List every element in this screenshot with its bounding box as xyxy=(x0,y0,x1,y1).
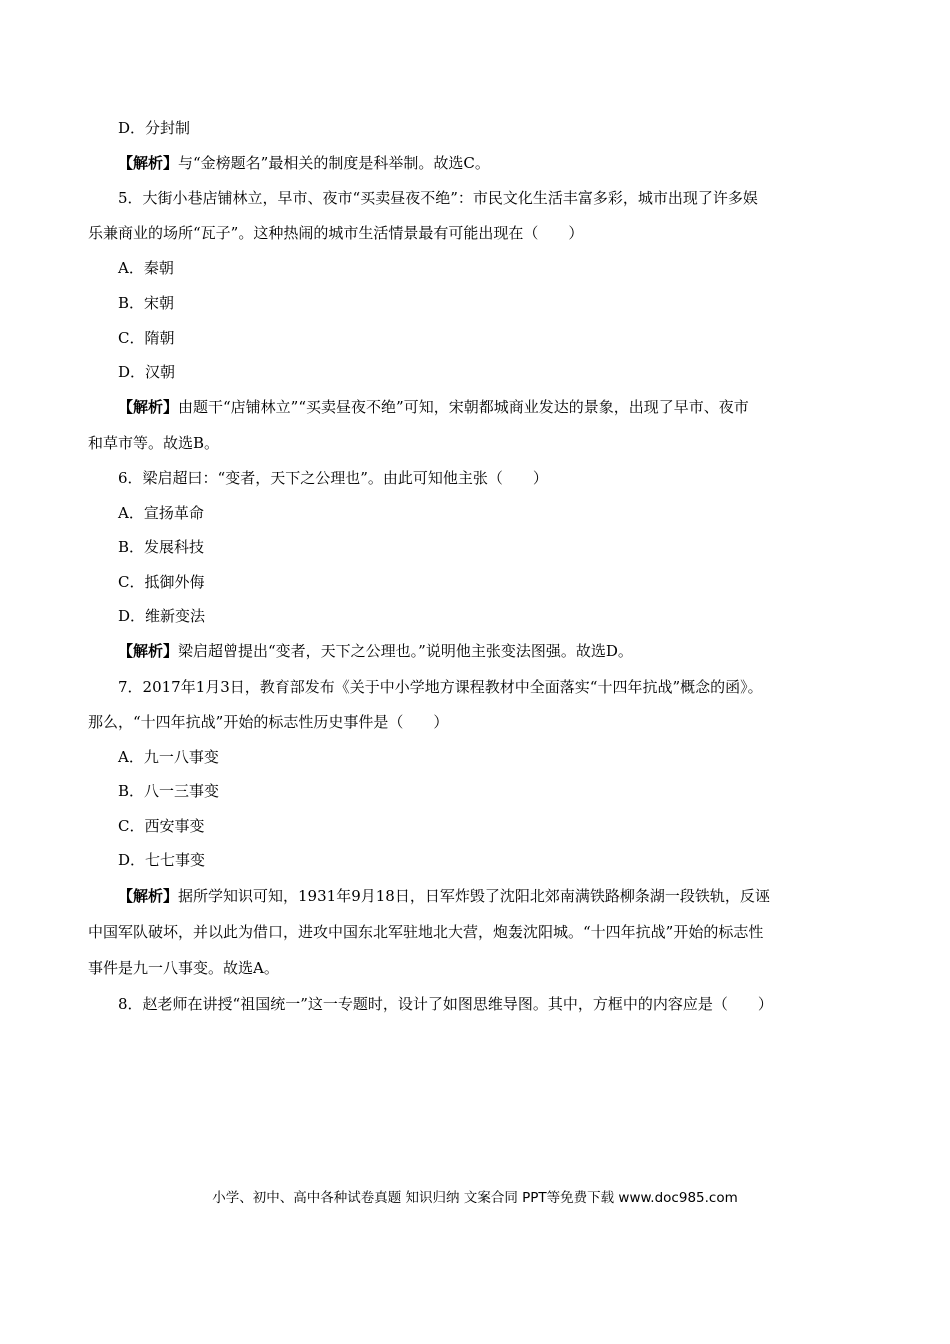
q5-stem-line2: 乐兼商业的场所“瓦子”。这种热闹的城市生活情景最有可能出现在（ ） xyxy=(88,224,584,242)
analysis-tag: 【解析】 xyxy=(118,154,179,172)
q5-stem-line1: 5．大街小巷店铺林立，早市、夜市“买卖昼夜不绝”：市民文化生活丰富多彩，城市出现了许多娱 xyxy=(118,189,758,207)
q6-stem: 6．梁启超曰：“变者，天下之公理也”。由此可知他主张（ ） xyxy=(118,469,548,487)
analysis-tag: 【解析】 xyxy=(118,887,179,905)
analysis-text: 由题干“店铺林立”“买卖昼夜不绝”可知，宋朝都城商业发达的景象，出现了早市、夜市 xyxy=(178,398,749,416)
q6-option-a: A．宣扬革命 xyxy=(118,504,204,522)
q7-analysis-line1 xyxy=(118,886,770,906)
analysis-tag: 【解析】 xyxy=(118,398,179,416)
q7-stem-line1: 7．2017年1月3日，教育部发布《关于中小学地方课程教材中全面落实“十四年抗战”概念的函》。 xyxy=(118,678,763,696)
q4-analysis xyxy=(118,153,490,173)
q6-analysis xyxy=(118,641,633,661)
q7-stem-line2: 那么，“十四年抗战”开始的标志性历史事件是（ ） xyxy=(88,713,449,731)
analysis-tag: 【解析】 xyxy=(118,642,179,660)
q7-analysis-line2: 中国军队破坏，并以此为借口，进攻中国东北军驻地北大营，炮轰沈阳城。“十四年抗战”开始的标志性 xyxy=(88,923,764,941)
analysis-text: 据所学知识可知，1931年9月18日，日军炸毁了沈阳北郊南满铁路柳条湖一段铁轨，反诬 xyxy=(178,887,770,905)
analysis-text: 梁启超曾提出“变者，天下之公理也。”说明他主张变法图强。故选D。 xyxy=(178,642,633,660)
q7-option-d: D．七七事变 xyxy=(118,851,206,869)
q6-option-b: B．发展科技 xyxy=(118,538,205,556)
q5-analysis-line1 xyxy=(118,397,749,417)
q6-option-c: C．抵御外侮 xyxy=(118,573,205,591)
q6-option-d: D．维新变法 xyxy=(118,607,206,625)
analysis-text: 与“金榜题名”最相关的制度是科举制。故选C。 xyxy=(178,154,490,172)
q5-analysis-line2: 和草市等。故选B。 xyxy=(88,434,220,452)
q7-option-c: C．西安事变 xyxy=(118,817,205,835)
page-footer: 小学、初中、高中各种试卷真题 知识归纳 文案合同 PPT等免费下载 www.doc985.com xyxy=(212,1190,738,1206)
q5-option-a: A．秦朝 xyxy=(118,259,174,277)
q5-option-b: B．宋朝 xyxy=(118,294,175,312)
q7-option-a: A．九一八事变 xyxy=(118,748,219,766)
q4-option-d: D．分封制 xyxy=(118,119,191,137)
q5-option-d: D．汉朝 xyxy=(118,363,176,381)
q8-stem: 8．赵老师在讲授“祖国统一”这一专题时，设计了如图思维导图。其中，方框中的内容应是（ ） xyxy=(118,995,773,1013)
q5-option-c: C．隋朝 xyxy=(118,329,175,347)
q7-analysis-line3: 事件是九一八事变。故选A。 xyxy=(88,959,279,977)
q7-option-b: B．八一三事变 xyxy=(118,782,220,800)
